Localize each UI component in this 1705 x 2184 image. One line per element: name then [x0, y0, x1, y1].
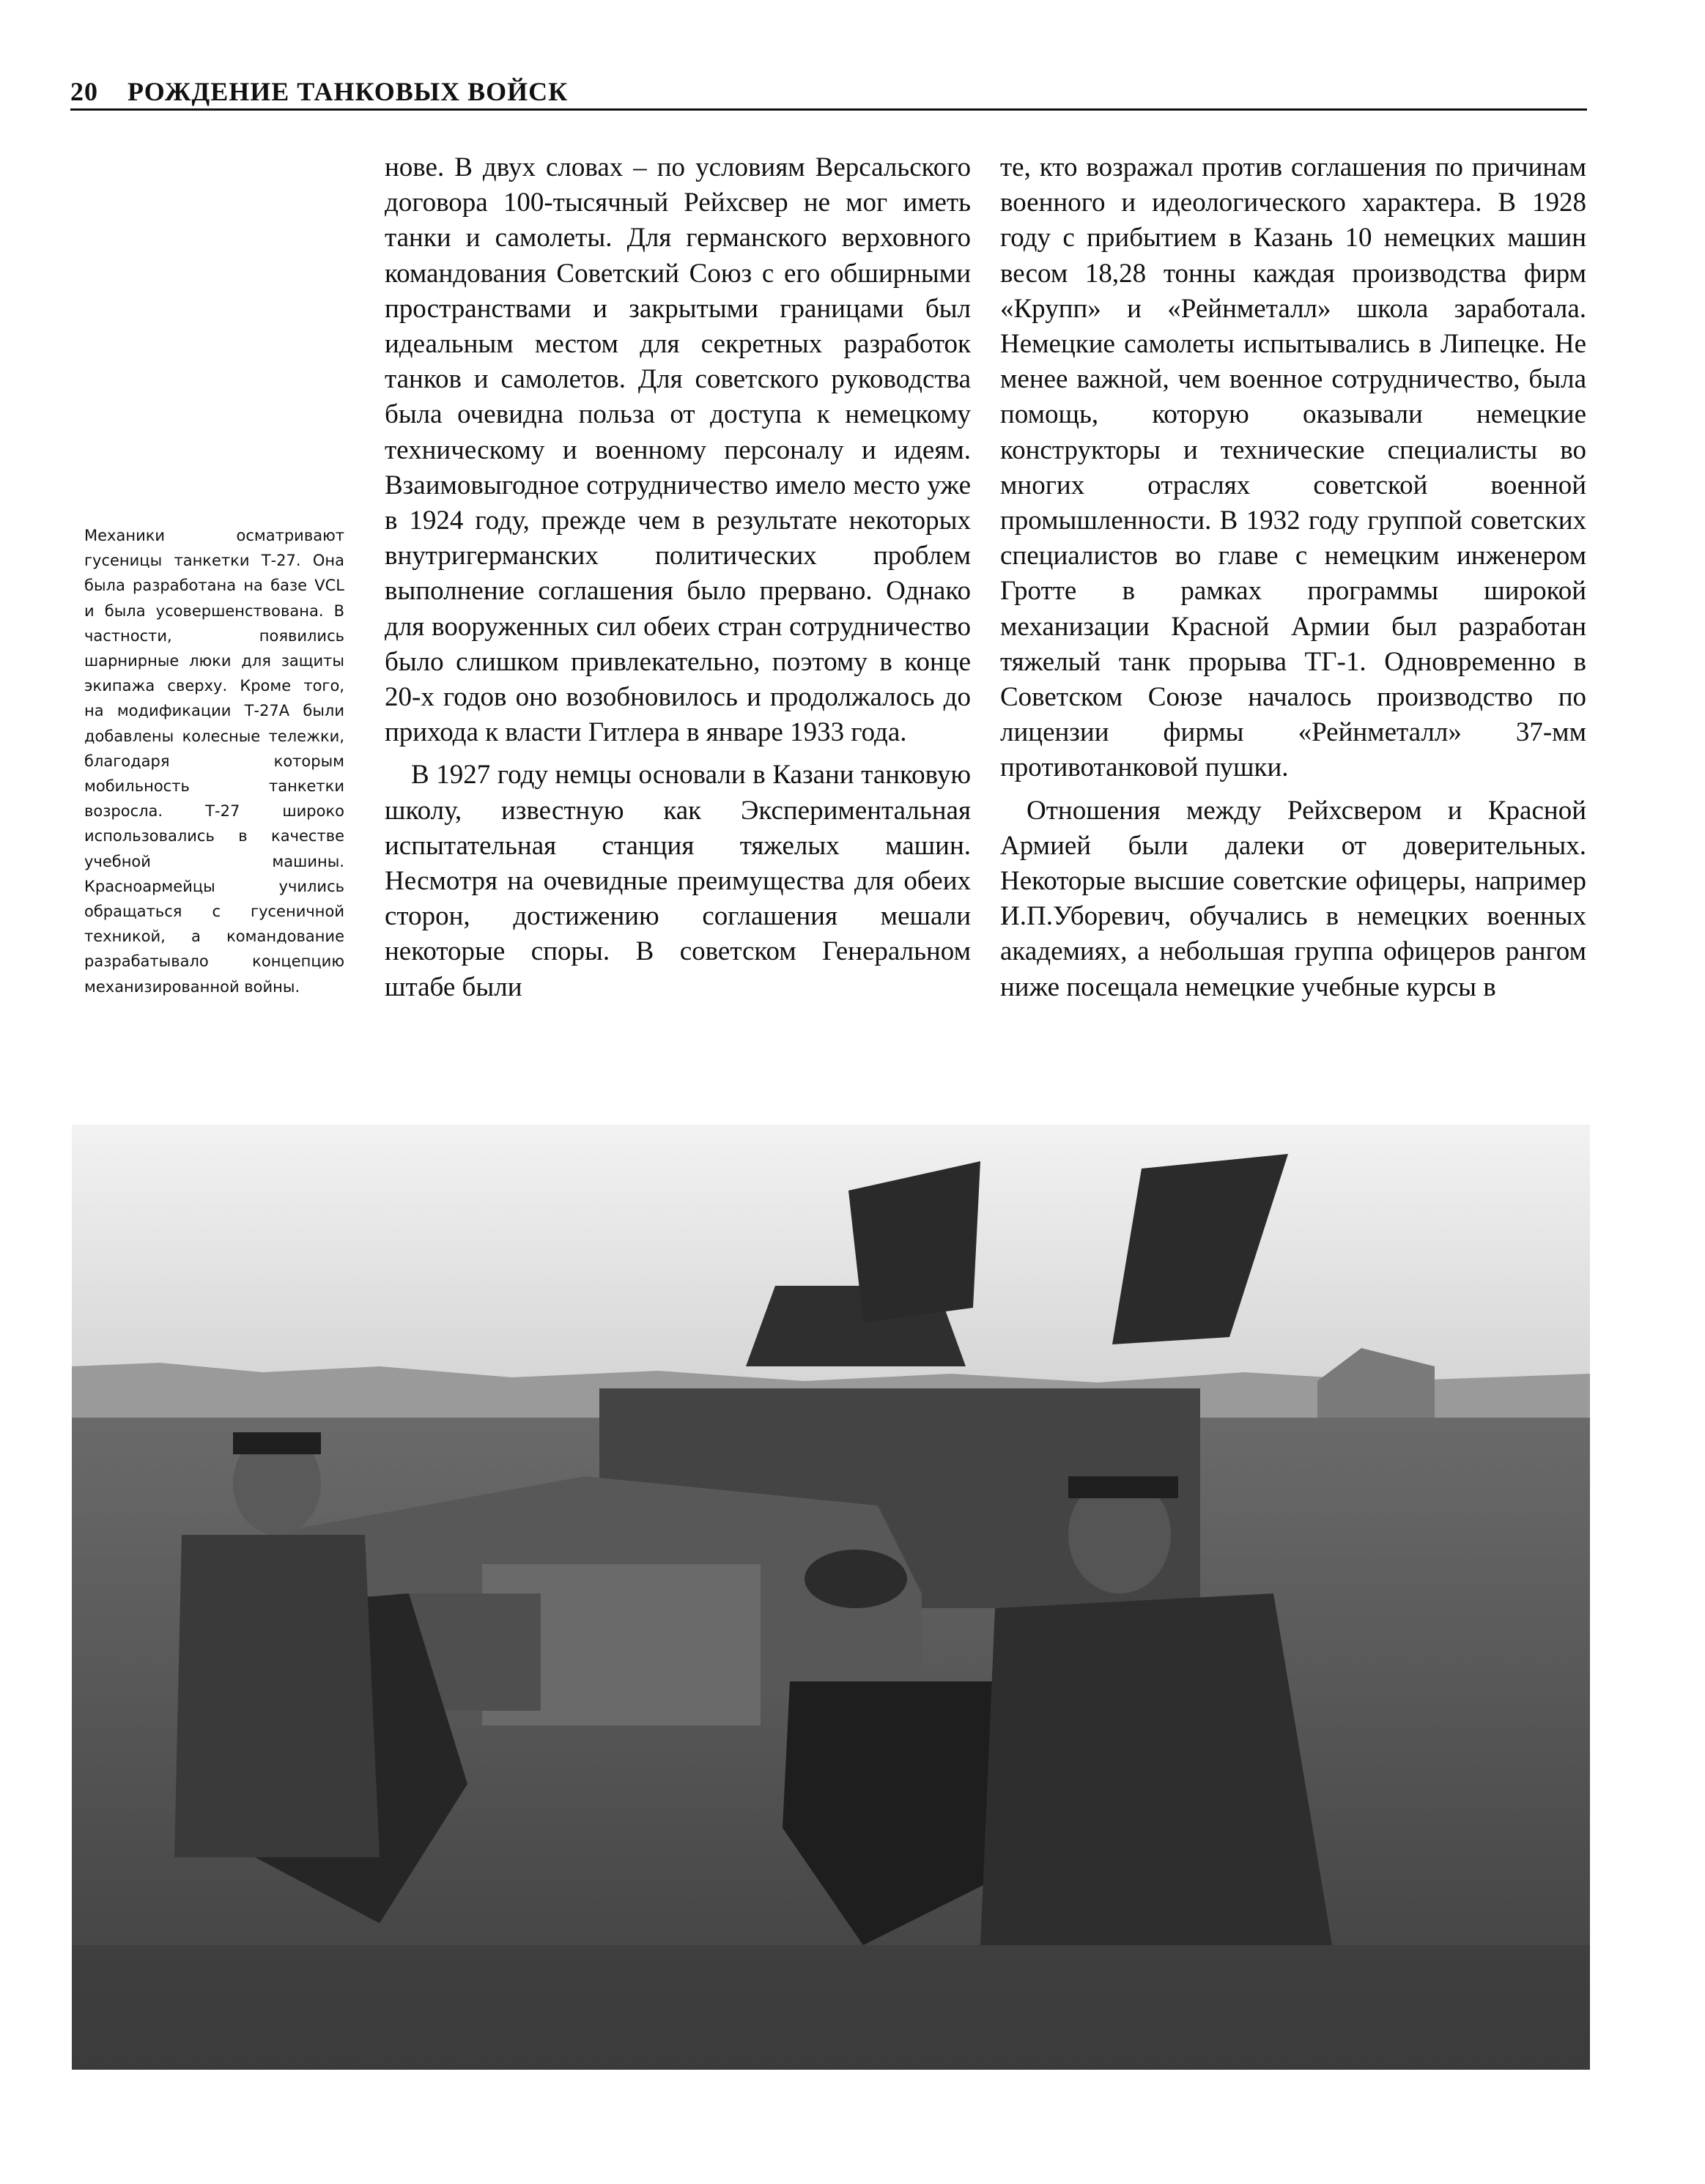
text-column-1	[385, 150, 971, 1110]
running-header	[70, 76, 1587, 108]
foreground-grass	[72, 1945, 1590, 2070]
paragraph: В 1927 году немцы основали в Казани танковую школу, известную как Экспериментальная испытательная станция тяжелых машин. Несмотря на очевидные преимущества для обеих сторон, достижению соглашения мешали некоторые споры. В советском Генеральном штабе были	[385, 760, 971, 1002]
paragraph: Отношения между Рейхсвером и Красной Армией были далеки от доверительных. Некоторые высшие советские офицеры, например И.П.Уборевич, обучались в немецких военных академиях, а небольшая группа офицеров рангом ниже посещала немецкие учебные курсы в	[1000, 795, 1586, 1002]
page-number: 20	[70, 77, 98, 106]
header-rule	[70, 108, 1587, 111]
text-column-2	[1000, 150, 1586, 1110]
paragraph: нове. В двух словах – по условиям Версальского договора 100-тысячный Рейхсвер не мог иметь танки и самолеты. Для германского верховного командования Советский Союз с его обширными пространствами и закрытыми границами был идеальным местом для секретных разработок танков и самолетов. Для советского руководства была очевидна польза от доступа к немецкому техническому и военному персоналу и идеям. Взаимовыгодное сотрудничество имело место уже в 1924 году, прежде чем в результате некоторых внутригерманских политических проблем выполнение соглашения было прервано. Однако для вооруженных сил обеих стран сотрудничество было слишком привлекательно, поэтому в конце 20-х годов оно возобновилось и продолжалось до прихода к власти Гитлера в январе 1933 года.	[385, 152, 971, 748]
paragraph: те, кто возражал против соглашения по причинам военного и идеологического характера. В 1928 году с прибытием в Казань 10 немецких машин весом 18,28 тонны каждая производства фирм «Крупп» и «Рейнметалл» школа заработала. Немецкие самолеты испытывались в Липецке. Не менее важной, чем военное сотрудничество, была помощь, которую оказывали немецкие конструкторы и технические специалисты во многих отраслях советской военной промышленности. В 1932 году группой советских специалистов во главе с немецким инженером Гротте в рамках программы широкой механизации Красной Армии был разработан тяжелый танк прорыва ТГ-1. Одновременно в Советском Союзе началось производство по лицензии фирмы «Рейнметалл» 37-мм противотанковой пушки.	[1000, 152, 1586, 783]
tankette-photo	[72, 1125, 1590, 2070]
chapter-title: РОЖДЕНИЕ ТАНКОВЫХ ВОЙСК	[127, 77, 569, 106]
photo-caption: Механики осматривают гусеницы танкетки Т-27. Она была разработана на базе VCL и была усовершенствована. В частности, появились шарнирные люки для защиты экипажа сверху. Кроме того, на модификации Т-27А были добавлены колесные тележки, благодаря которым мобильность танкетки возросла. Т-27 широко использовались в качестве учебной машины. Красноармейцы учились обращаться с гусеничной техникой, а командование разрабатывало концепцию механизированной войны.	[84, 527, 344, 996]
photo-illustration	[72, 1125, 1590, 2070]
